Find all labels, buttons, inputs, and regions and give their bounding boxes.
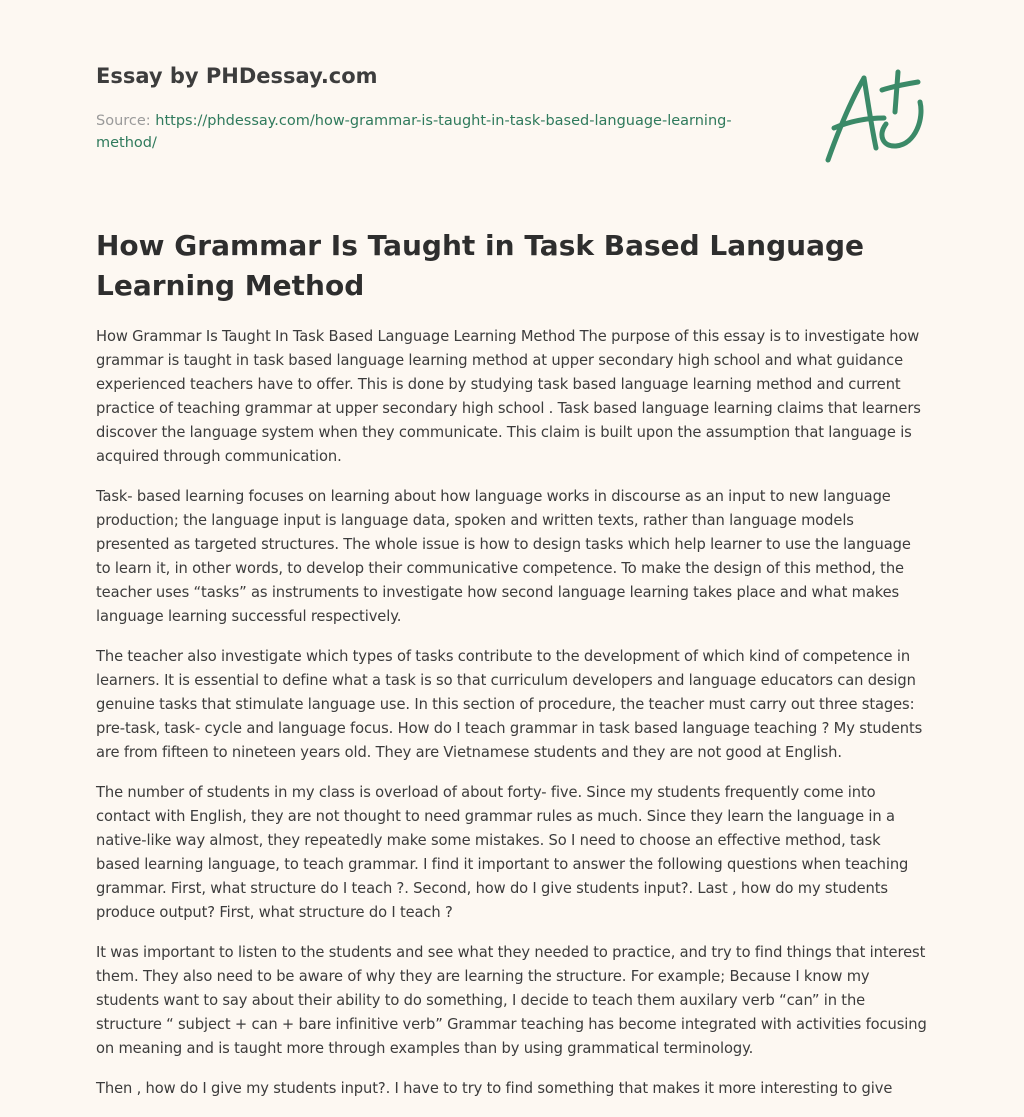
source-label: Source: — [96, 113, 156, 129]
site-brand: Essay by PHDessay.com — [96, 64, 378, 88]
paragraph: It was important to listen to the students and see what they needed to practice, and try to find things that interest them. They also need to be aware of why they are learning the structure. For example; Because I know my students want to say about their ability to do something, I decide to teach them auxilary verb “can” in the structure “ subject + can + bare infinitive verb” Grammar teaching has become integrated with activities focusing on meaning and is taught more through examples than by using grammatical terminology. — [96, 944, 927, 1057]
paragraph: How Grammar Is Taught In Task Based Language Learning Method The purpose of this essay is to investigate how grammar is taught in task based language learning method at upper secondary high school and what guidance experienced teachers have to offer. This is done by studying task based language learning method and current practice of teaching grammar at upper secondary high school . Task based language learning claims that learners discover the language system when they communicate. This claim is built upon the assumption that language is acquired through communication. — [96, 328, 921, 465]
source-link[interactable]: https://phdessay.com/how-grammar-is-taught-in-task-based-language-learning-method/ — [96, 113, 732, 151]
source-line — [96, 110, 776, 154]
a-plus-logo-icon — [824, 66, 928, 166]
paragraph: The number of students in my class is overload of about forty- five. Since my students frequently come into contact with English, they are not thought to need grammar rules as much. Since they learn the language in a native-like way almost, they repeatedly make some mistakes. So I need to choose an effective method, task based learning language, to teach grammar. I find it important to answer the following questions when teaching grammar. First, what structure do I teach ?. Second, how do I give students input?. Last , how do my students produce output? First, what structure do I teach ? — [96, 784, 909, 921]
paragraph: Then , how do I give my students input?. I have to try to find something that makes it more interesting to give — [96, 1080, 893, 1097]
paragraph: The teacher also investigate which types of tasks contribute to the development of which kind of competence in learners. It is essential to define what a task is so that curriculum developers and language educators can design genuine tasks that stimulate language use. In this section of procedure, the teacher must carry out three stages: pre-task, task- cycle and language focus. How do I teach grammar in task based language teaching ? My students are from fifteen to nineteen years old. They are Vietnamese students and they are not good at English. — [96, 648, 923, 761]
essay-body — [96, 325, 928, 1117]
essay-title: How Grammar Is Taught in Task Based Language Learning Method — [96, 229, 864, 302]
paragraph: Task- based learning focuses on learning about how language works in discourse as an input to new language production; the language input is language data, spoken and written texts, rather than language models presented as targeted structures. The whole issue is how to design tasks which help learner to use the language to learn it, in other words, to develop their communicative competence. To make the design of this method, the teacher uses “tasks” as instruments to investigate how second language learning takes place and what makes language learning successful respectively. — [96, 488, 911, 625]
